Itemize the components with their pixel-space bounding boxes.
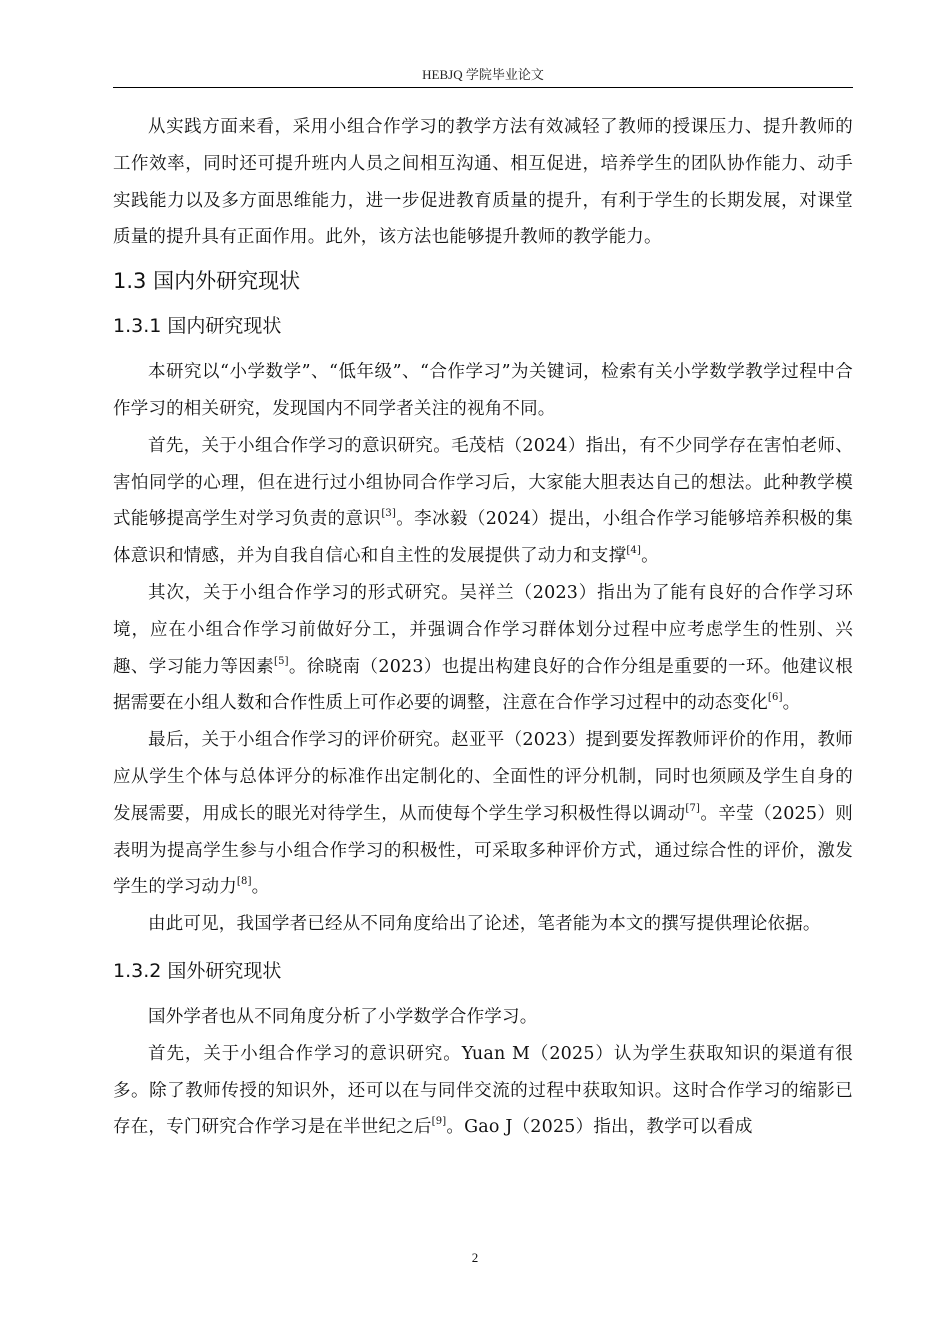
citation-ref: [5] (273, 655, 289, 667)
citation-ref: [8] (236, 876, 252, 888)
domestic-paragraph-2 (113, 428, 853, 575)
page-body (113, 109, 853, 1146)
text-run: 。 (641, 546, 659, 567)
domestic-paragraph-4 (113, 722, 853, 906)
text-run: 最后，关于小组合作学习的评价研究。赵亚平（2023）提到要发挥教师评价的作用，教师应从学生个体与总体评分的标准作出定制化的、全面性的评分机制，同时也须顾及学生自身的发展需要，用成长的眼光对待学生，从而使每个学生学习积极性得以调动 (113, 730, 853, 824)
citation-ref: [3] (381, 508, 397, 520)
intro-paragraph: 从实践方面来看，采用小组合作学习的教学方法有效减轻了教师的授课压力、提升教师的工作效率，同时还可提升班内人员之间相互沟通、相互促进，培养学生的团队协作能力、动手实践能力以及多方面思维能力，进一步促进教育质量的提升，有利于学生的长期发展，对课堂质量的提升具有正面作用。此外，该方法也能够提升教师的教学能力。 (113, 117, 853, 248)
text-run: 。Gao J（2025）指出，教学可以看成 (446, 1117, 753, 1138)
foreign-paragraph-1: 国外学者也从不同角度分析了小学数学合作学习。 (148, 1006, 538, 1027)
subsection-heading-1-3-1: 1.3.1 国内研究现状 (113, 315, 282, 338)
text-run: 首先，关于小组合作学习的意识研究。毛茂桔（2024）指出，有不少同学存在害怕老师、害怕同学的心理，但在进行过小组协同合作学习后，大家能大胆表达自己的想法。此种教学模式能够提高学生对学习负责的意识 (113, 435, 853, 530)
running-header: HEBJQ 学院毕业论文 (422, 67, 544, 82)
citation-ref: [6] (767, 692, 783, 704)
subsection-heading-1-3-2: 1.3.2 国外研究现状 (113, 959, 282, 982)
domestic-paragraph-3 (113, 575, 853, 722)
domestic-paragraph-1: 本研究以“小学数学”、“低年级”、“合作学习”为关键词，检索有关小学数学教学过程中合作学习的相关研究，发现国内不同学者关注的视角不同。 (113, 362, 853, 419)
section-heading-1-3: 1.3 国内外研究现状 (113, 269, 301, 294)
text-run: 。 (782, 693, 801, 714)
text-run: 。徐晓南（2023）也提出构建良好的合作分组是重要的一环。他建议根据需要在小组人数和合作性质上可作必要的调整，注意在合作学习过程中的动态变化 (113, 656, 853, 714)
text-run: 。 (251, 877, 270, 898)
foreign-paragraph-2 (113, 1036, 853, 1146)
citation-ref: [4] (626, 545, 642, 557)
text-run: 。辛莹（2025）则表明为提高学生参与小组合作学习的积极性，可采取多种评价方式，通过综合性的评价，激发学生的学习动力 (113, 803, 853, 898)
domestic-paragraph-5: 由此可见，我国学者已经从不同角度给出了论述，笔者能为本文的撰写提供理论依据。 (148, 914, 821, 935)
text-run: 。李冰毅（2024）提出，小组合作学习能够培养积极的集体意识和情感，并为自我自信心和自主性的发展提供了动力和支撑 (113, 509, 854, 567)
text-run: 首先，关于小组合作学习的意识研究。Yuan M（2025）认为学生获取知识的渠道有很多。除了教师传授的知识外，还可以在与同伴交流的过程中获取知识。这时合作学习的缩影已存在，专门研究合作学习是在半世纪之后 (113, 1043, 853, 1138)
citation-ref: [7] (685, 802, 701, 814)
citation-ref: [9] (431, 1116, 447, 1128)
page-number: 2 (471, 1250, 479, 1265)
text-run: 其次，关于小组合作学习的形式研究。吴祥兰（2023）指出为了能有良好的合作学习环境，应在小组合作学习前做好分工，并强调合作学习群体划分过程中应考虑学生的性别、兴趣、学习能力等因素 (113, 582, 853, 677)
header-rule (113, 87, 853, 88)
